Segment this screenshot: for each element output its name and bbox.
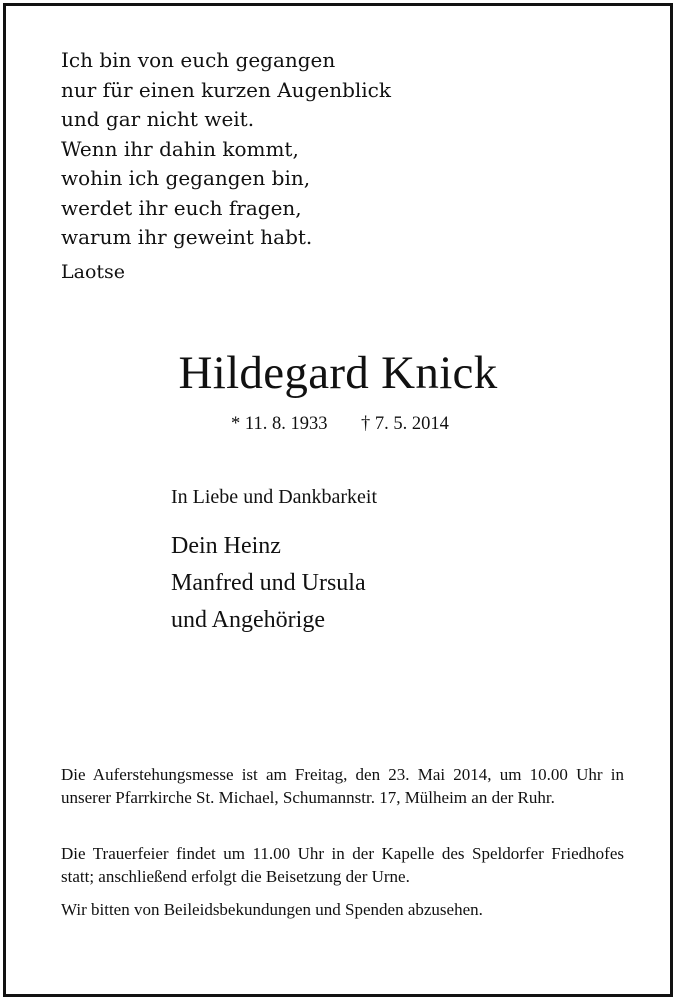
obituary-frame [3, 3, 673, 997]
poem-line: werdet ihr euch fragen, [61, 195, 302, 220]
mourners-intro: In Liebe und Dankbarkeit [171, 486, 378, 508]
poem-author: Laotse [61, 261, 126, 283]
poem-line: und gar nicht weit. [61, 107, 255, 131]
mourners-list [171, 528, 366, 639]
poem-line: Ich bin von euch gegangen [61, 48, 336, 72]
death-date: † 7. 5. 2014 [361, 414, 449, 434]
condolence-notice: Wir bitten von Beileidsbekundungen und Spenden abzusehen. [61, 900, 483, 919]
mourner-name: und Angehörige [171, 607, 325, 633]
poem-line: warum ihr geweint habt. [61, 225, 313, 249]
mourner-name: Dein Heinz [171, 533, 281, 559]
poem [61, 46, 391, 253]
poem-line: Wenn ihr dahin kommt, [61, 136, 299, 161]
mass-notice: Die Auferstehungsmesse ist am Freitag, den 23. Mai 2014, um 10.00 Uhr in unserer Pfarrkirche St. Michael, Schumannstr. 17, Mülheim an der Ruhr. [61, 765, 624, 807]
mourner-name: Manfred und Ursula [171, 570, 366, 596]
poem-line: nur für einen kurzen Augenblick [61, 77, 391, 102]
birth-date: * 11. 8. 1933 [231, 414, 328, 434]
poem-line: wohin ich gegangen bin, [61, 166, 311, 190]
funeral-notice: Die Trauerfeier findet um 11.00 Uhr in der Kapelle des Speldorfer Friedhofes statt; anschließend erfolgt die Beisetzung der Urne. [61, 844, 624, 886]
deceased-name: Hildegard Knick [178, 347, 498, 399]
